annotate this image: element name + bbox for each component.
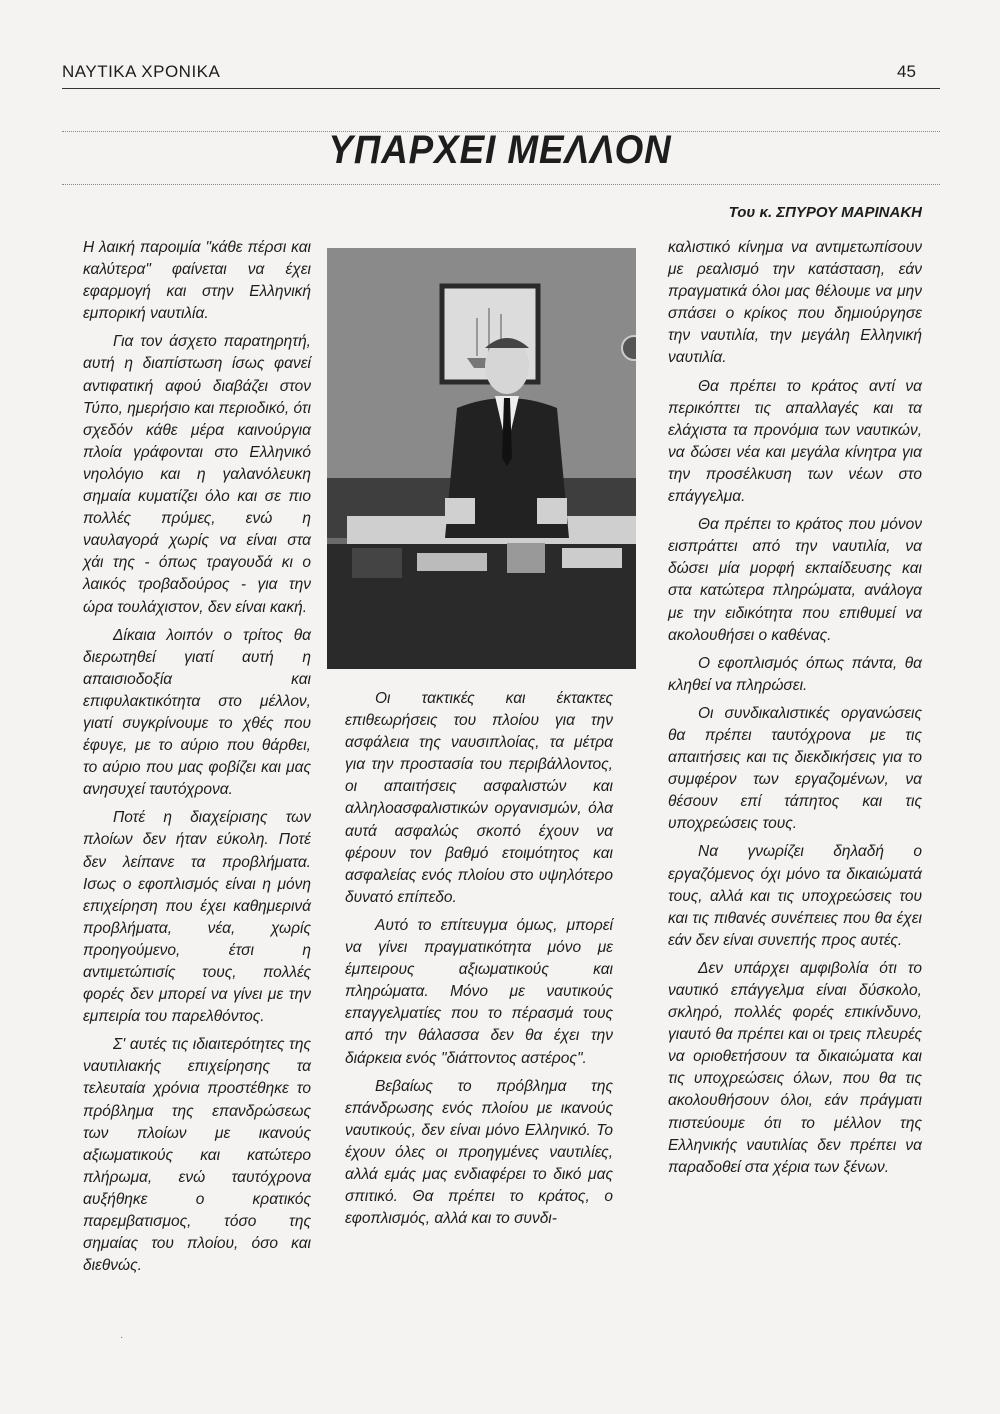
paragraph: Να γνωρίζει δηλαδή ο εργαζόμενος όχι μόνο τα δικαιώματά τους, αλλά και τις υποχρεώσεις του και τις πιθανές συνέπειες που θα έχει εάν δεν είναι συνεπής προς αυτές. (668, 843, 922, 949)
paragraph: Οι συνδικαλιστικές οργανώσεις θα πρέπει ταυτόχρονα με τις απαιτήσεις και τις διεκδικήσεις για το συμφέρον των εργαζομένων, να θέσουν επί τάπητος και τις υποχρεώσεις τους. (668, 704, 922, 833)
column-3 (668, 237, 922, 1185)
column-2 (345, 688, 613, 1236)
title-bottom-rule (62, 184, 940, 185)
paragraph: Ποτέ η διαχείρισης των πλοίων δεν ήταν εύκολη. Ποτέ δεν λείπανε τα προβλήματα. Ισως ο εφοπλισμός είναι η μόνη επιχείρηση που έχει καθημερινά προβλήματα, νέα, χωρίς προηγούμενο, έτσι η αντιμετώπισίς τους, πολλές φορές δεν μπορεί να γίνει με την εμπειρία του παρελθόντος. (83, 809, 311, 1026)
paragraph: Δίκαια λοιπόν ο τρίτος θα διερωτηθεί γιατί αυτή η απαισιοδοξία και επιφυλακτικότητα στο μέλλον, γιατί συγκρίνουμε το χθές που έφυγε, με το αύριο που θάρθει, το αύριο που μας φοβίζει και μας ανησυχεί ταυτόχρονα. (83, 626, 311, 799)
paragraph: Θα πρέπει το κράτος αντί να περικόπτει τις απαλλαγές και τα ελάχιστα τα προνόμια των ναυτικών, να δώσει νέα και μεγάλα κίνητρα για την προσέλκυση των νέων στο επάγγελμα. (668, 377, 922, 506)
paragraph: Για τον άσχετο παρατηρητή, αυτή η διαπίστωση ίσως φανεί αντιφατική αφού διαβάζει στον Τύπο, ημερήσιο και περιοδικό, ότι σχεδόν κάθε μέρα καινούργια πλοία γράφονται στο Ελληνικό νηολόγιο και η γαλανόλευκη σημαία κυματίζει όλο και σε πιο πολλές πρύμες, ενώ η ναυλαγορά χωρίς να είναι στα χάι της - όπως τραγουδά κι ο λαικός τροβαδούρος - για την ώρα τουλάχιστον, δεν είναι κακή. (83, 333, 312, 616)
paragraph: Η λαική παροιμία "κάθε πέρσι και καλύτερα" φαίνεται να έχει εφαρμογή και στην Ελληνική εμπορική ναυτιλία. (83, 239, 311, 323)
page-mark: · (120, 1332, 124, 1343)
byline: Του κ. ΣΠΥΡΟΥ ΜΑΡΙΝΑΚΗ (728, 204, 922, 221)
paragraph: Ο εφοπλισμός όπως πάντα, θα κληθεί να πληρώσει. (668, 654, 922, 694)
page-number: 45 (897, 62, 916, 81)
paragraph: Δεν υπάρχει αμφιβολία ότι το ναυτικό επάγγελμα είναι δύσκολο, σκληρό, πολλές φορές επικίνδυνο, γιαυτό θα πρέπει και οι τρεις πλευρές να οριοθετήσουν τα δικαιώματα και τις υποχρεώσεις όλων, που θα τις ακολουθήσουν όλοι, εάν πράγματι πιστεύουμε ότι το μέλλον της Ελληνικής ναυτιλίας δεν πρέπει να παραδοθεί στα χέρια των ξένων. (668, 959, 922, 1176)
column-1 (83, 237, 311, 1283)
paragraph: Βεβαίως το πρόβλημα της επάνδρωσης ενός πλοίου με ικανούς ναυτικούς, δεν είναι μόνο Ελληνικό. Το έχουν όλες οι προηγμένες ναυτιλίες, αλλά εμάς μας ενδιαφέρει το δικό μας σπιτικό. Θα πρέπει το κράτος, ο εφοπλισμός, αλλά και το συνδι- (345, 1077, 613, 1228)
publication-name: ΝΑΥΤΙΚΑ ΧΡΟΝΙΚΑ (62, 62, 221, 81)
paragraph: Σ' αυτές τις ιδιαιτερότητες της ναυτιλιακής επιχείρησης τα τελευταία χρόνια προστέθηκε το πρόβλημα της επανδρώσεως των πλοίων με ικανούς αξιωματικούς και κατώτερο πλήρωμα, ενώ ταυτόχρονα αυξήθηκε ο κρατικός παρεμβατισμος, τόσο της σημαίας του πλοίου, όσο και διεθνώς. (83, 1036, 311, 1275)
paragraph: Αυτό το επίτευγμα όμως, μπορεί να γίνει πραγματικότητα μόνο με έμπειρους αξιωματικούς και πληρώματα. Μόνο με ναυτικούς επαγγελματίες που το πέρασμά τους από την θάλασσα δεν θα έχει την διάρκεια ενός "διάττοντος αστέρος". (345, 916, 613, 1067)
paragraph: Θα πρέπει το κράτος που μόνον εισπράττει από την ναυτιλία, να δώσει μία μορφή εκπαίδευσης και στα κατώτερα πληρώματα, ανάλογα με την ειδικότητα που επιθυμεί να ακολουθήσει ο καθένας. (668, 516, 922, 644)
paragraph: Οι τακτικές και έκτακτες επιθεωρήσεις του πλοίου για την ασφάλεια της ναυσιπλοίας, τα μέτρα για την προστασία του περιβάλλοντος, οι απαιτήσεις ασφαλιστών και αλληλοασφαλιστικών οργανισμών, όλα αυτά ασφαλώς σκοπό έχουν να φέρουν τον βαθμό ετοιμότητος και ασφαλείας ενός πλοίου στο υψηλότερο δυνατό επίπεδο. (345, 690, 613, 906)
article-title: ΥΠΑΡΧΕΙ ΜΕΛΛΟΝ (328, 128, 672, 172)
author-photo (327, 248, 636, 669)
header-divider (62, 88, 940, 89)
paragraph: καλιστικό κίνημα να αντιμετωπίσουν με ρεαλισμό την κατάσταση, εάν πραγματικά όλοι μας θέλουμε να μην σπάσει ο κρίκος που δημιούργησε την ναυτιλία, την μεγάλη Ελληνική ναυτιλία. (668, 239, 922, 367)
author-photo-drawing (327, 248, 636, 669)
